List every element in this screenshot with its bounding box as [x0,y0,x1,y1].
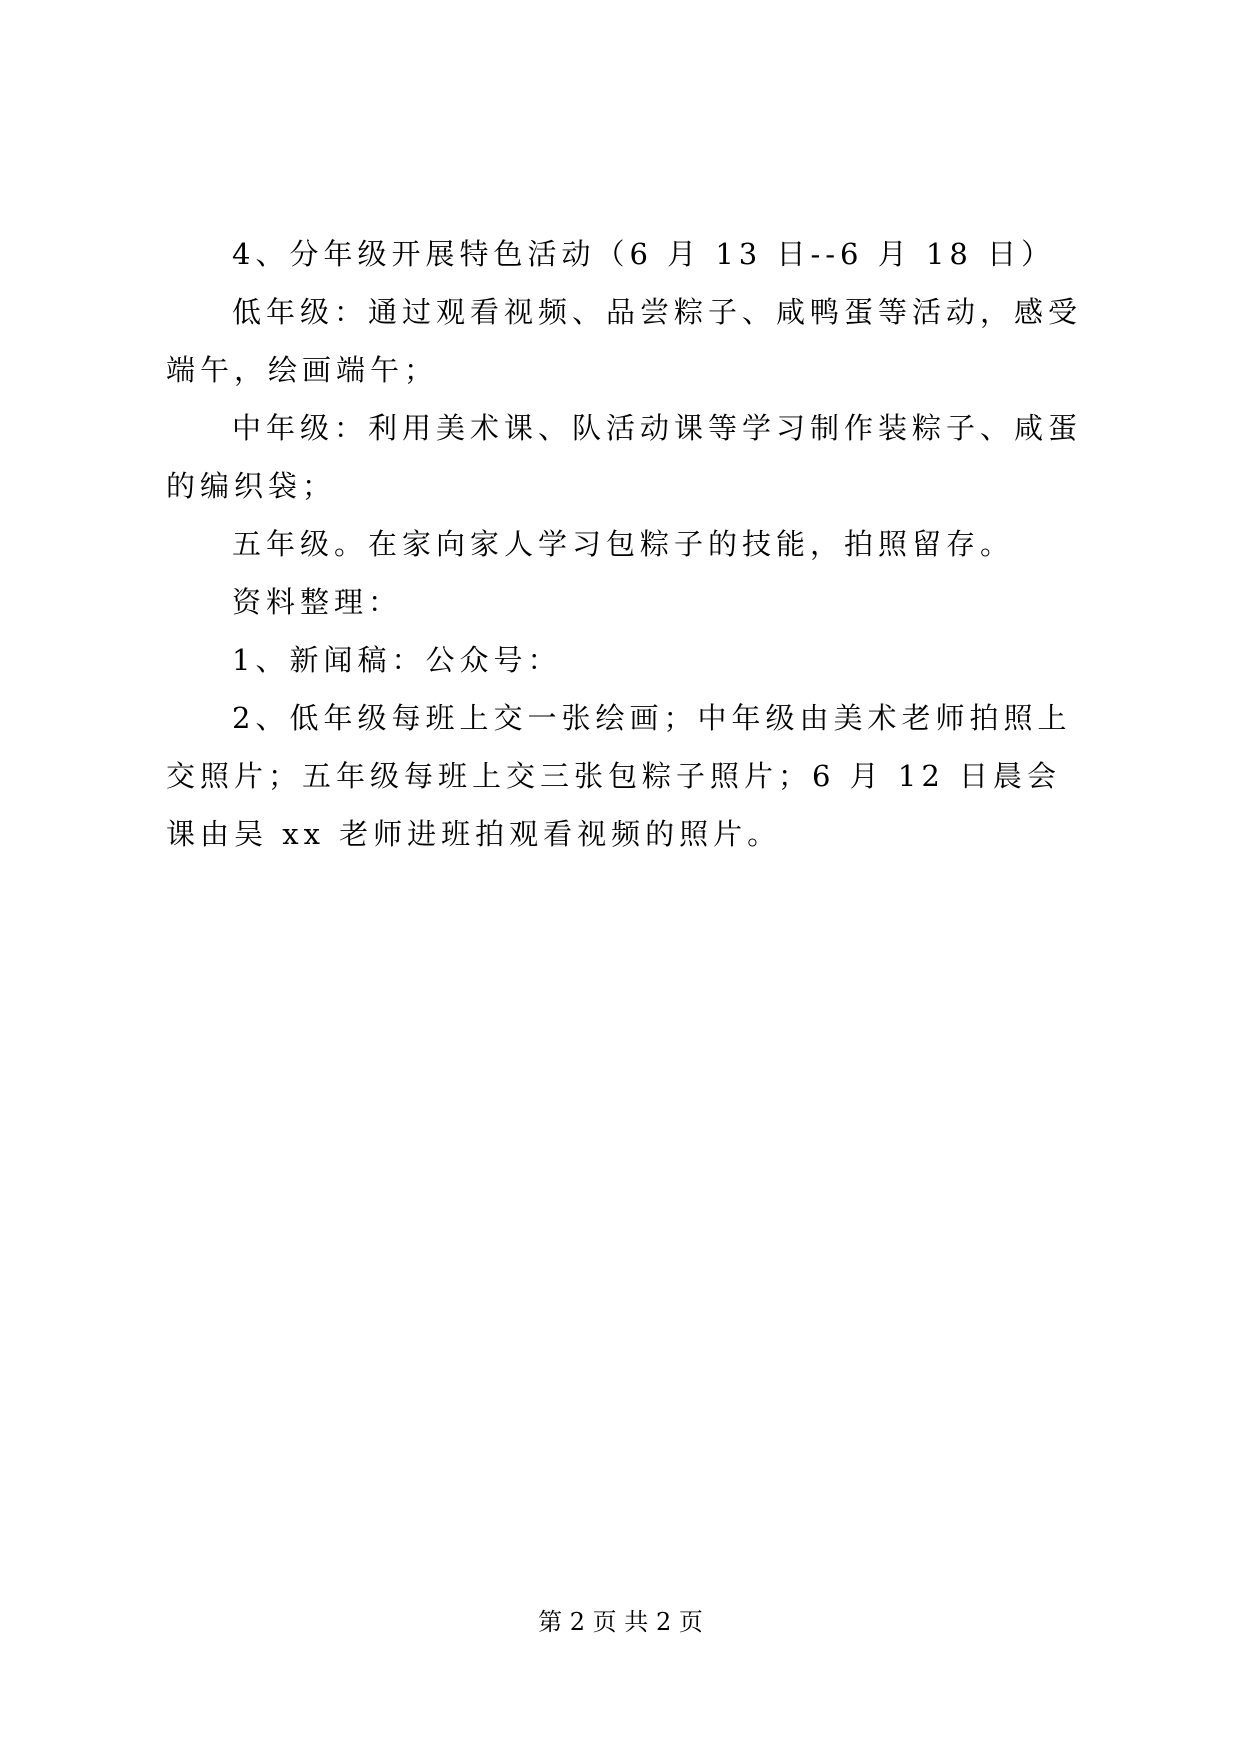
document-body [166,225,1084,863]
paragraph-middle-grade: 中年级：利用美术课、队活动课等学习制作装粽子、咸蛋的编织袋； [166,411,1083,503]
paragraph-news-item: 1、新闻稿：公众号： [232,643,562,677]
paragraph-lower-grade: 低年级：通过观看视频、品尝粽子、咸鸭蛋等活动，感受端午，绘画端午； [166,295,1083,387]
paragraph-photos-item: 2、低年级每班上交一张绘画；中年级由美术老师拍照上交照片；五年级每班上交三张包粽子照片；6 月 12 日晨会课由吴 xx 老师进班拍观看视频的照片。 [166,701,1072,851]
paragraph-fifth-grade: 五年级。在家向家人学习包粽子的技能，拍照留存。 [232,527,1015,561]
paragraph-materials-heading: 资料整理： [232,585,403,619]
page-footer: 第 2 页 共 2 页 [538,1608,703,1636]
paragraph-activities-heading: 4、分年级开展特色活动（6 月 13 日--6 月 18 日） [232,237,1056,271]
